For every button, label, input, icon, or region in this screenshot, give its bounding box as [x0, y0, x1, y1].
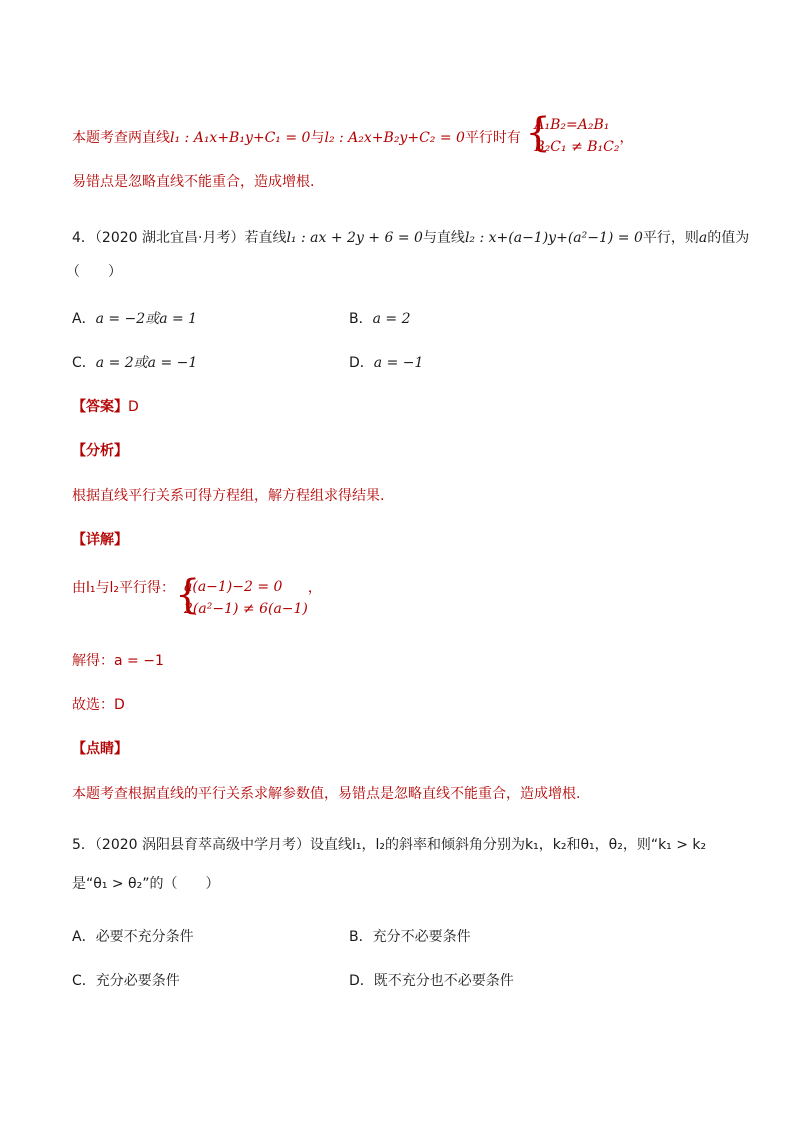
- q4-detail-system-line: [72, 572, 322, 622]
- q4-comment: 本题考查根据直线的平行关系求解参数值，易错点是忽略直线不能重合，造成增根.: [72, 786, 581, 802]
- q4-stem: [72, 228, 749, 248]
- condition-1: A₁B₂=A₂B₁: [534, 117, 610, 133]
- q4-option-d[interactable]: [349, 352, 423, 372]
- q4-l2: l₂ : x+(a−1)y+(a²−1) = 0: [464, 230, 643, 246]
- option-letter: B．: [349, 311, 373, 327]
- q4-number: 4．: [72, 230, 95, 246]
- q4-analysis-tag: 【分析】: [72, 443, 128, 459]
- q5-option-a[interactable]: [72, 926, 194, 946]
- q4-var: a: [698, 230, 708, 246]
- option-value: 必要不充分条件: [95, 929, 194, 945]
- intro-text: 本题考查两直线: [72, 130, 170, 146]
- q4-detail-tag: 【详解】: [72, 532, 128, 548]
- q4-analysis: 根据直线平行关系可得方程组，解方程组求得结果.: [72, 488, 385, 504]
- option-value: a = 2或a = −1: [95, 355, 198, 371]
- intro-pitfall: 易错点是忽略直线不能重合，造成增根.: [72, 174, 315, 190]
- left-brace: {: [525, 110, 551, 156]
- intro-parallel-text: 平行时有: [464, 130, 521, 146]
- q4-paren: （ ）: [66, 264, 122, 280]
- q4-answer: [72, 397, 139, 417]
- q4-text-c: 的值为: [707, 230, 750, 246]
- equation-2: 2(a²−1) ≠ 6(a−1): [184, 601, 308, 617]
- q5-option-b[interactable]: [349, 926, 471, 946]
- option-value: 既不充分也不必要条件: [373, 973, 514, 989]
- option-value: a = 2: [372, 311, 411, 327]
- intro-comma: ，: [619, 130, 634, 146]
- option-letter: C．: [72, 355, 96, 371]
- q5-option-c[interactable]: [72, 970, 180, 990]
- detail-equation-system: [175, 572, 308, 620]
- detail-prefix: 由l₁与l₂平行得：: [72, 580, 176, 596]
- equation-comma: ，: [307, 580, 322, 596]
- equation-1: a(a−1)−2 = 0: [184, 579, 283, 595]
- answer-tag: 【答案】: [72, 399, 128, 415]
- option-letter: A．: [72, 311, 96, 327]
- left-brace: {: [175, 572, 201, 618]
- q5-stem: [72, 835, 706, 855]
- intro-and: 与: [310, 130, 325, 146]
- q5-number: 5．: [72, 837, 95, 853]
- answer-value: D: [128, 399, 139, 415]
- option-value: 充分必要条件: [95, 973, 180, 989]
- q4-and: 与直线: [422, 230, 465, 246]
- q4-source: （2020 湖北宜昌·月考）: [94, 230, 245, 246]
- intro-condition-line: [72, 110, 634, 160]
- option-letter: D．: [349, 355, 374, 371]
- option-letter: D．: [349, 973, 374, 989]
- q5-option-d[interactable]: [349, 970, 514, 990]
- q4-comment-tag: 【点睛】: [72, 741, 128, 757]
- q4-text-b: 平行，则: [642, 230, 699, 246]
- q5-source: （2020 涡阳县育萃高级中学月考）: [94, 837, 311, 853]
- option-value: a = −2或a = 1: [95, 311, 198, 327]
- option-letter: B．: [349, 929, 373, 945]
- q4-l1: l₁ : ax + 2y + 6 = 0: [286, 230, 423, 246]
- q5-text-line1: 设直线l₁，l₂的斜率和倾斜角分别为k₁，k₂和θ₁，θ₂，则“k₁ > k₂: [310, 837, 707, 853]
- option-letter: C．: [72, 973, 96, 989]
- q4-solve: 解得：a = −1: [72, 653, 164, 669]
- option-value: 充分不必要条件: [372, 929, 471, 945]
- option-letter: A．: [72, 929, 96, 945]
- q5-stem-line2: 是“θ₁ > θ₂”的（ ）: [72, 876, 220, 892]
- option-value: a = −1: [373, 355, 424, 371]
- q4-option-b[interactable]: [349, 308, 411, 328]
- q4-text: 若直线: [244, 230, 287, 246]
- condition-2: B₂C₁ ≠ B₁C₂: [534, 139, 620, 155]
- intro-l2-equation: l₂ : A₂x+B₂y+C₂ = 0: [324, 130, 465, 146]
- q4-choose: 故选：D: [72, 697, 125, 713]
- intro-condition-system: [525, 110, 620, 158]
- q4-option-c[interactable]: [72, 352, 197, 372]
- q4-option-a[interactable]: [72, 308, 197, 328]
- intro-l1-equation: l₁ : A₁x+B₁y+C₁ = 0: [170, 130, 311, 146]
